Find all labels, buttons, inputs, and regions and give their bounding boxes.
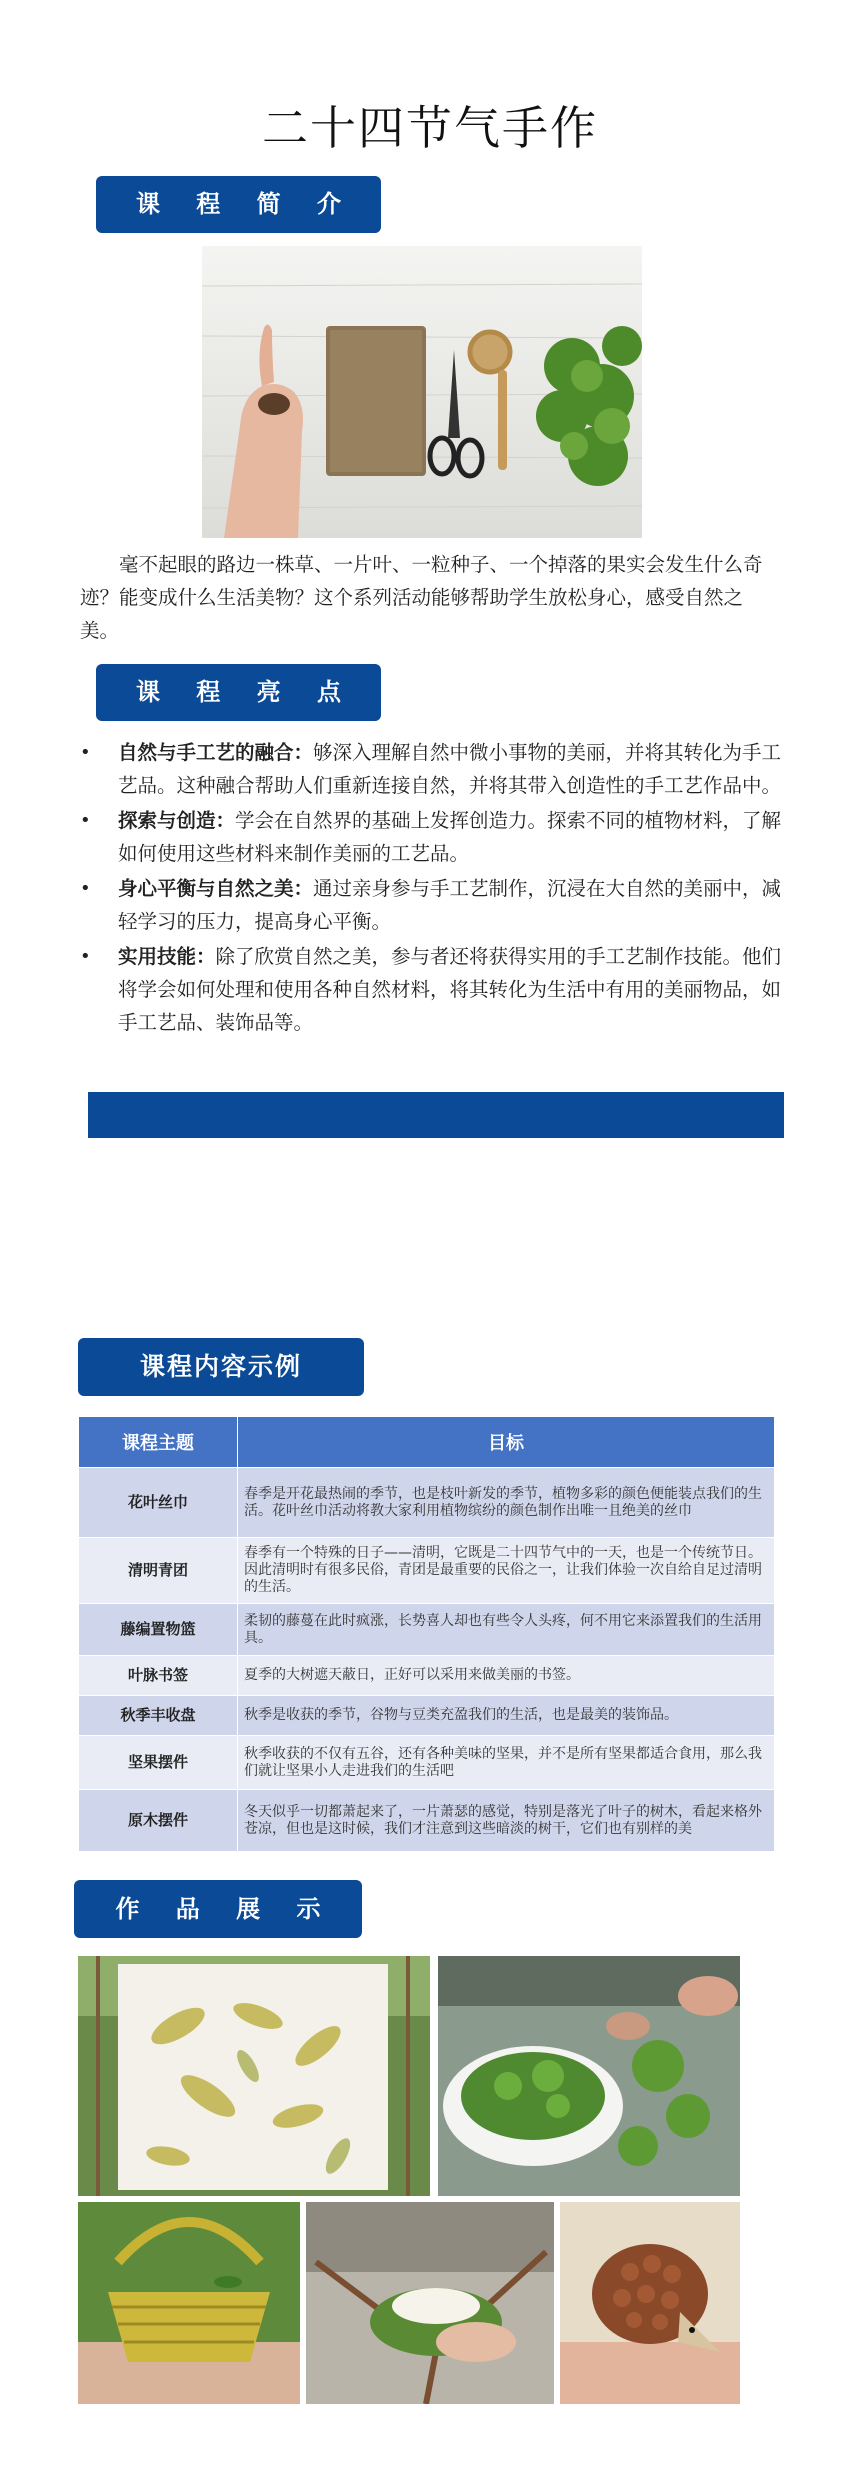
- content-heading-label: 课程内容示例: [139, 1352, 302, 1381]
- bullet-dot-icon: •: [80, 742, 91, 763]
- row-goal: 冬天似乎一切都萧起来了，一片萧瑟的感觉，特别是落光了叶子的树木，看起来格外苍凉，但也是这时候，我们才注意到这些暗淡的树干，它们也有别样的美: [238, 1790, 775, 1852]
- row-topic: 秋季丰收盘: [79, 1696, 238, 1736]
- highlight-term: 实用技能：: [118, 945, 216, 968]
- row-goal: 秋季是收获的季节，谷物与豆类充盈我们的生活，也是最美的装饰品。: [238, 1696, 775, 1736]
- scarf-photo-graphic: [78, 1956, 430, 2196]
- intro-paragraph-text: 毫不起眼的路边一株草、一片叶、一粒种子、一个掉落的果实会发生什么奇迹？能变成什么生活美物？这个系列活动能够帮助学生放松身心，感受自然之美。: [80, 553, 763, 642]
- highlights-heading: [96, 664, 381, 721]
- page-title: 二十四节气手作: [262, 101, 598, 155]
- course-table: [78, 1416, 775, 1852]
- row-goal: 春季有一个特殊的日子——清明，它既是二十四节气中的一天，也是一个传统节日。因此清明时有很多民俗，青团是最重要的民俗之一，让我们体验一次自给自足过清明的生活。: [238, 1538, 775, 1604]
- highlight-text: 够深入理解自然中微小事物的美丽，并将其转化为手工艺品。这种融合帮助人们重新连接自然，并将其带入创造性的手工艺作品中。: [118, 741, 782, 797]
- gallery-photo-herbs: [438, 1956, 740, 2196]
- highlight-item: [80, 940, 790, 1039]
- highlights-heading-label: 课 程 亮 点: [135, 678, 356, 706]
- highlight-term: 探索与创造：: [118, 809, 236, 832]
- table-row: [79, 1468, 775, 1538]
- bullet-dot-icon: •: [80, 810, 91, 831]
- table-header-row: [79, 1417, 775, 1468]
- row-topic: 原木摆件: [79, 1790, 238, 1852]
- highlight-text: 通过亲身参与手工艺制作，沉浸在大自然的美丽中，减轻学习的压力，提高身心平衡。: [118, 877, 782, 933]
- table-row: [79, 1790, 775, 1852]
- table-header-goal: 目标: [238, 1417, 775, 1468]
- intro-heading-label: 课 程 简 介: [135, 190, 356, 218]
- row-goal: 夏季的大树遮天蔽日，正好可以采用来做美丽的书签。: [238, 1656, 775, 1696]
- basket-photo-graphic: [78, 2202, 300, 2404]
- table-header-topic: 课程主题: [79, 1417, 238, 1468]
- highlight-text: 学会在自然界的基础上发挥创造力。探索不同的植物材料，了解如何使用这些材料来制作美丽的工艺品。: [118, 809, 782, 865]
- highlight-text: 除了欣赏自然之美，参与者还将获得实用的手工艺制作技能。他们将学会如何处理和使用各种自然材料，将其转化为生活中有用的美丽物品，如手工艺品、装饰品等。: [118, 945, 782, 1034]
- gallery-heading: [74, 1880, 362, 1938]
- intro-photo: [202, 246, 642, 538]
- content-heading: [78, 1338, 364, 1396]
- table-row: [79, 1656, 775, 1696]
- row-goal: 春季是开花最热闹的季节，也是枝叶新发的季节，植物多彩的颜色便能装点我们的生活。花叶丝巾活动将教大家利用植物缤纷的颜色制作出唯一且绝美的丝巾: [238, 1468, 775, 1538]
- highlight-term: 身心平衡与自然之美：: [118, 877, 314, 900]
- table-row: [79, 1604, 775, 1656]
- table-row: [79, 1736, 775, 1790]
- herbs-photo-graphic: [438, 1956, 740, 2196]
- highlight-item: [80, 736, 790, 802]
- highlights-list: [80, 736, 790, 1041]
- intro-paragraph: [80, 548, 780, 647]
- row-topic: 坚果摆件: [79, 1736, 238, 1790]
- gallery-photo-basket: [78, 2202, 300, 2404]
- gallery-photo-hedgehog: [560, 2202, 740, 2404]
- row-goal: 秋季收获的不仅有五谷，还有各种美味的坚果，并不是所有坚果都适合食用，那么我们就让坚果小人走进我们的生活吧: [238, 1736, 775, 1790]
- row-topic: 叶脉书签: [79, 1656, 238, 1696]
- row-topic: 藤编置物篮: [79, 1604, 238, 1656]
- course-table-wrap: [78, 1416, 775, 1852]
- intro-heading: [96, 176, 381, 233]
- gallery-photo-nest: [306, 2202, 554, 2404]
- row-topic: 清明青团: [79, 1538, 238, 1604]
- table-row: [79, 1538, 775, 1604]
- gallery-heading-label: 作 品 展 示: [115, 1895, 335, 1923]
- bullet-dot-icon: •: [80, 878, 91, 899]
- hedgehog-photo-graphic: [560, 2202, 740, 2404]
- intro-photo-graphic: [202, 246, 642, 538]
- highlight-term: 自然与手工艺的融合：: [118, 741, 314, 764]
- row-goal: 柔韧的藤蔓在此时疯涨，长势喜人却也有些令人头疼，何不用它来添置我们的生活用具。: [238, 1604, 775, 1656]
- section-divider-band: [88, 1092, 784, 1138]
- row-topic: 花叶丝巾: [79, 1468, 238, 1538]
- bullet-dot-icon: •: [80, 946, 91, 967]
- highlight-item: [80, 804, 790, 870]
- highlight-item: [80, 872, 790, 938]
- nest-photo-graphic: [306, 2202, 554, 2404]
- gallery-photo-scarf: [78, 1956, 430, 2196]
- table-row: [79, 1696, 775, 1736]
